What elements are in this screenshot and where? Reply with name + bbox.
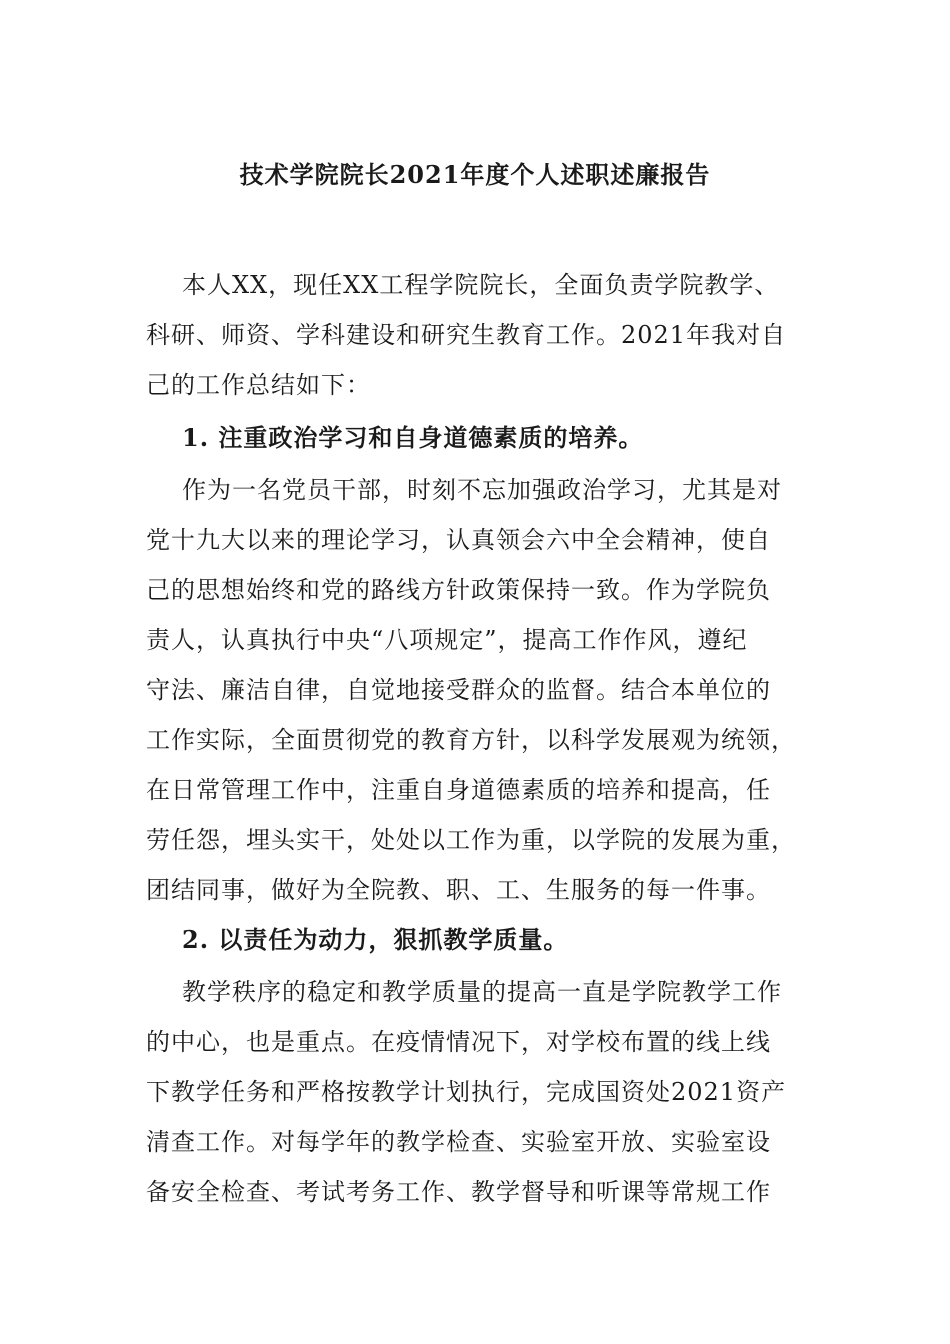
section-2-line-3: 下教学任务和严格按教学计划执行，完成国资处2021资产 <box>146 1078 787 1106</box>
section-1-line-7: 在日常管理工作中，注重自身道德素质的培养和提高，任 <box>146 776 771 804</box>
paragraph-intro-line-2: 科研、师资、学科建设和研究生教育工作。2021年我对自 <box>146 321 787 349</box>
section-1-line-5: 守法、廉洁自律，自觉地接受群众的监督。结合本单位的 <box>146 676 771 704</box>
section-heading-1: 1. 注重政治学习和自身道德素质的培养。 <box>182 423 644 452</box>
paragraph-intro-line-1: 本人XX，现任XX工程学院院长，全面负责学院教学、 <box>182 271 780 299</box>
section-2-line-2: 的中心，也是重点。在疫情情况下，对学校布置的线上线 <box>146 1028 771 1056</box>
section-1-line-6: 工作实际，全面贯彻党的教育方针，以科学发展观为统领， <box>146 726 796 754</box>
section-heading-2: 2. 以责任为动力，狠抓教学质量。 <box>182 925 569 954</box>
section-1-line-4: 责人，认真执行中央“八项规定”，提高工作作风，遵纪 <box>146 626 748 654</box>
section-2-line-1: 教学秩序的稳定和教学质量的提高一直是学院教学工作 <box>182 978 782 1006</box>
section-1-line-2: 党十九大以来的理论学习，认真领会六中全会精神，使自 <box>146 526 771 554</box>
document-title: 技术学院院长2021年度个人述职述廉报告 <box>239 160 711 189</box>
section-2-line-5: 备安全检查、考试考务工作、教学督导和听课等常规工作 <box>146 1178 771 1206</box>
section-1-line-1: 作为一名党员干部，时刻不忘加强政治学习，尤其是对 <box>182 476 782 504</box>
section-1-line-8: 劳任怨，埋头实干，处处以工作为重，以学院的发展为重， <box>146 826 796 854</box>
section-1-line-9: 团结同事，做好为全院教、职、工、生服务的每一件事。 <box>146 876 771 904</box>
paragraph-intro-line-3: 己的工作总结如下： <box>146 371 371 399</box>
section-1-line-3: 己的思想始终和党的路线方针政策保持一致。作为学院负 <box>146 576 771 604</box>
section-2-line-4: 清查工作。对每学年的教学检查、实验室开放、实验室设 <box>146 1128 771 1156</box>
